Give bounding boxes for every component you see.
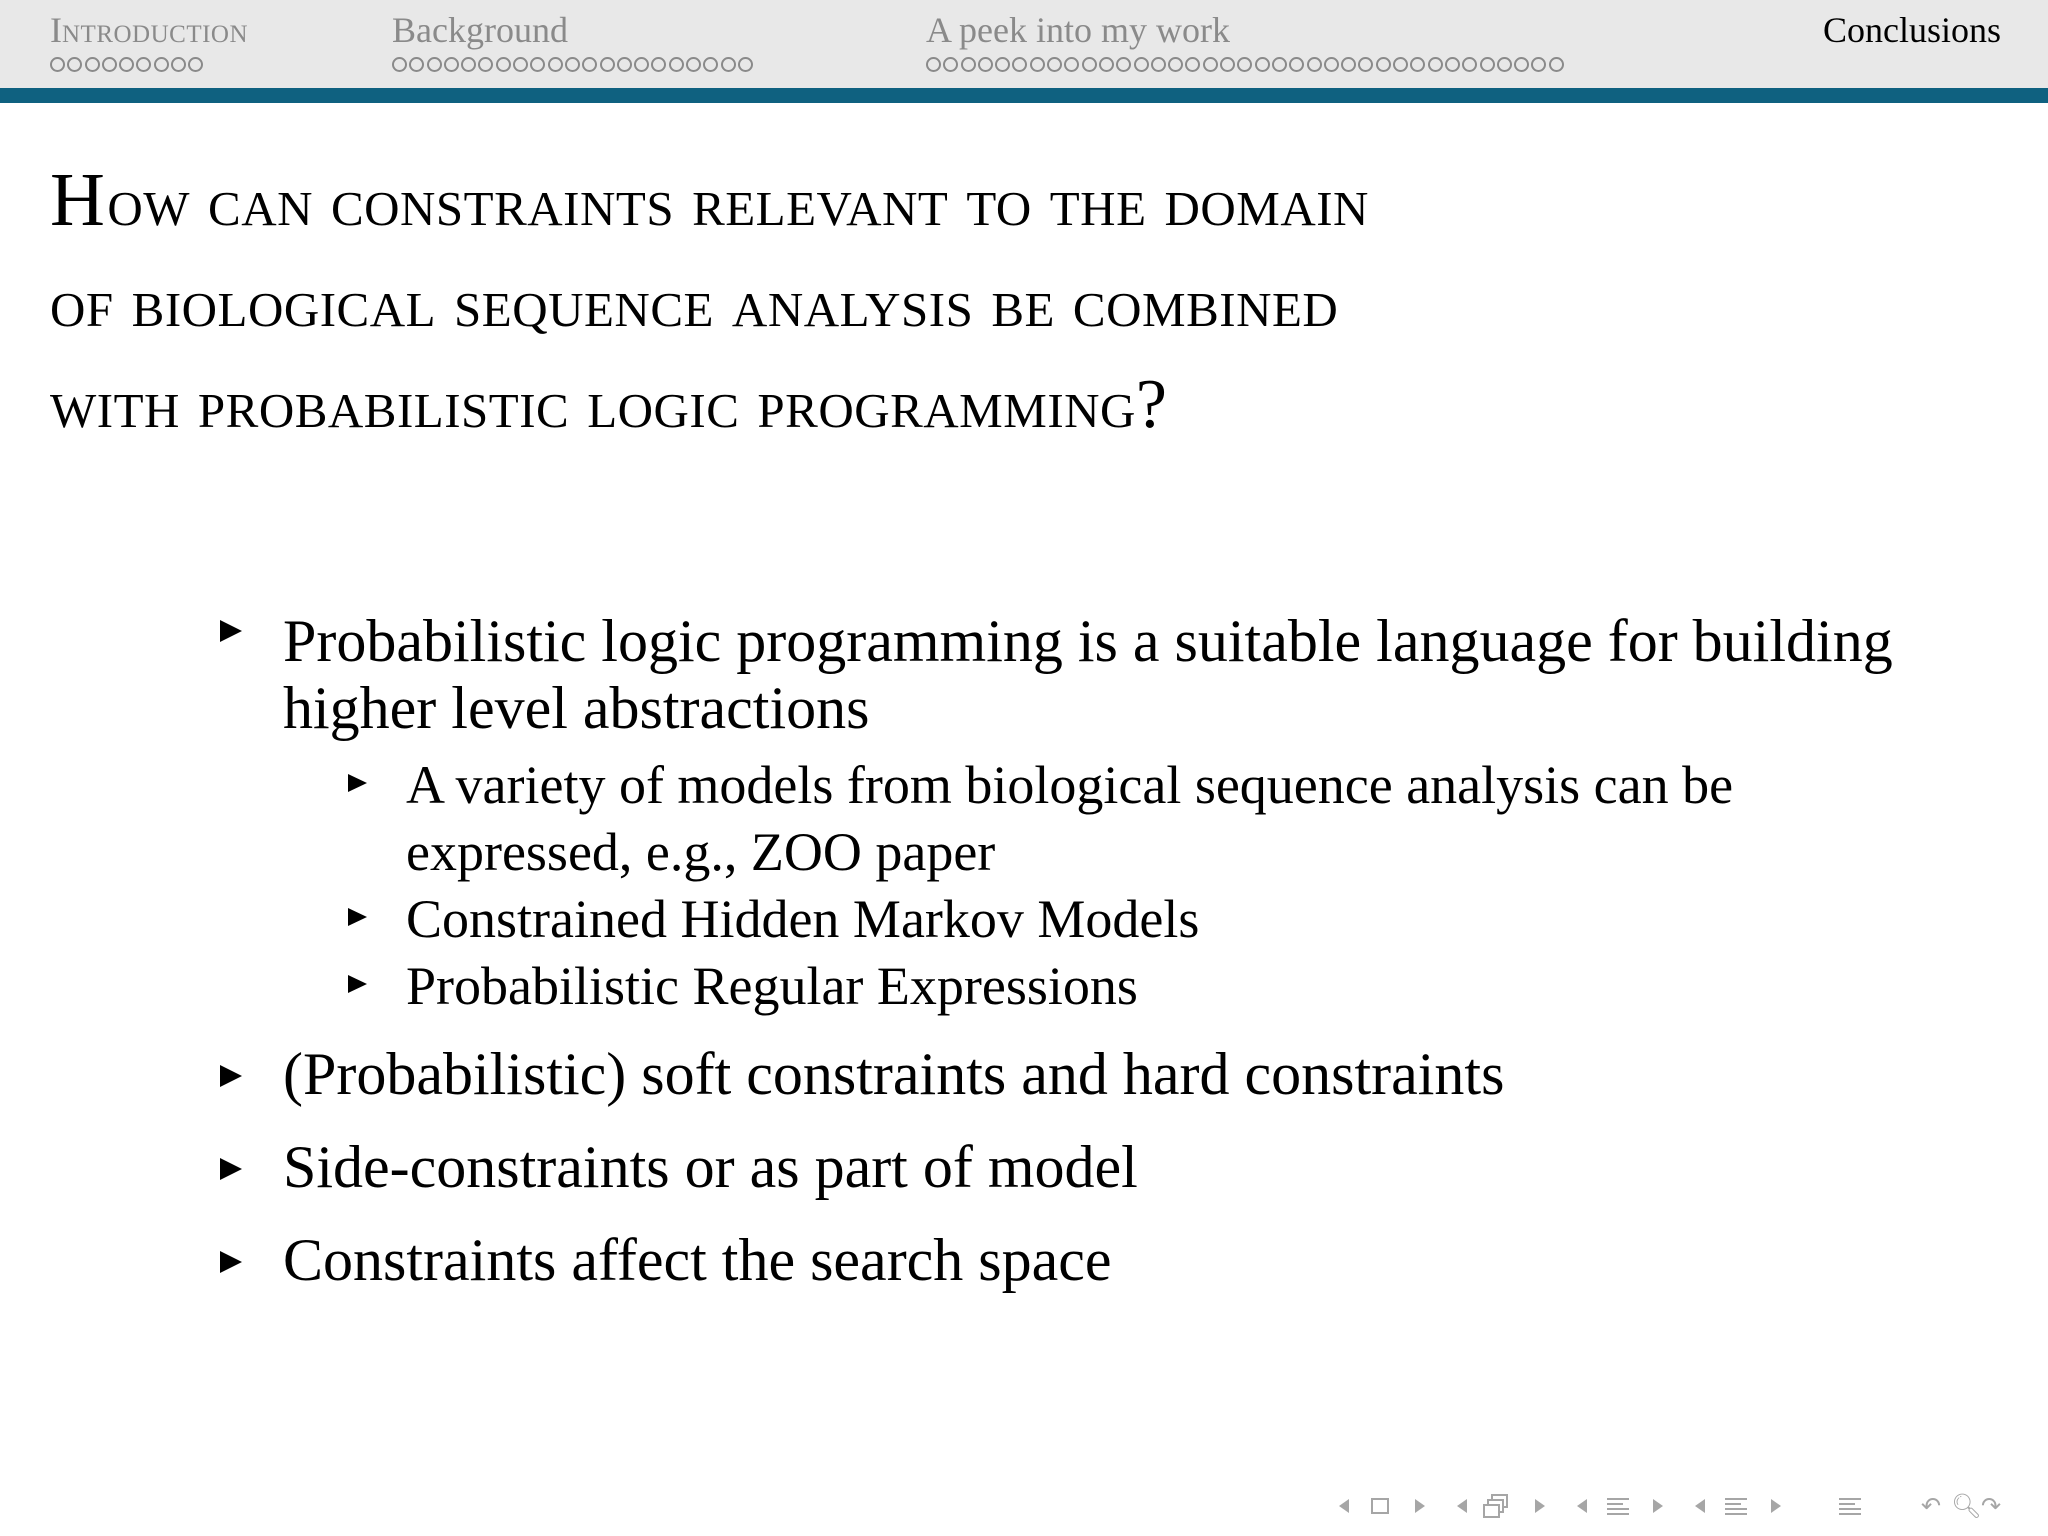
prev-slide-icon[interactable] [1695, 1490, 1705, 1522]
sub-bullet-triangle-icon [348, 774, 367, 792]
bullet-triangle-icon [220, 1251, 242, 1273]
slide-title-line: How can constraints relevant to the domain [50, 158, 1369, 242]
sub-bullet-triangle-icon [348, 908, 367, 926]
forward-icon[interactable]: ↷ [1981, 1492, 2002, 1520]
bullet-triangle-icon [220, 1158, 242, 1180]
search-icon[interactable]: 🔍︎ [1951, 1492, 1982, 1520]
nav-section-introduction-label[interactable]: Introduction [50, 10, 249, 50]
sub-bullet-text: Probabilistic Regular Expressions [406, 956, 1138, 1016]
section-icon[interactable] [1607, 1490, 1629, 1522]
prev-subsection-icon[interactable] [1457, 1490, 1467, 1522]
bullet-text: Side-constraints or as part of model [283, 1134, 1138, 1200]
nav-section-peek-label[interactable]: A peek into my work [926, 10, 1230, 50]
back-icon[interactable]: ↶ [1921, 1492, 1942, 1520]
nav-section-conclusions-label[interactable]: Conclusions [1822, 10, 2001, 50]
sub-bullet-triangle-icon [348, 975, 367, 993]
sub-bullet-text: Constrained Hidden Markov Models [406, 889, 1200, 949]
slide-title-line: with probabilistic logic programming? [50, 366, 1168, 443]
navigation-controls [1335, 1490, 2025, 1522]
next-frame-icon[interactable] [1415, 1490, 1425, 1522]
slide-icon[interactable] [1725, 1490, 1747, 1522]
bullet-triangle-icon [220, 620, 242, 642]
prev-section-icon[interactable] [1577, 1490, 1587, 1522]
frame-icon[interactable] [1371, 1490, 1389, 1522]
outline-icon[interactable] [1839, 1490, 1861, 1522]
bullet-text: Constraints affect the search space [283, 1227, 1112, 1293]
slide-title-line: of biological sequence analysis be combined [50, 265, 1339, 342]
subsection-icon[interactable] [1483, 1490, 1509, 1522]
prev-frame-icon[interactable] [1339, 1490, 1349, 1522]
bullet-text: Probabilistic logic programming is a suitable language for building higher level abstractions [283, 608, 1893, 741]
sub-bullet-text: A variety of models from biological sequence analysis can be expressed, e.g., ZOO paper [406, 755, 1734, 882]
nav-section-background-label[interactable]: Background [392, 10, 568, 50]
bullet-triangle-icon [220, 1065, 242, 1087]
next-slide-icon[interactable] [1771, 1490, 1781, 1522]
bullet-text: (Probabilistic) soft constraints and hard constraints [283, 1041, 1505, 1107]
next-subsection-icon[interactable] [1535, 1490, 1545, 1522]
next-section-icon[interactable] [1653, 1490, 1663, 1522]
